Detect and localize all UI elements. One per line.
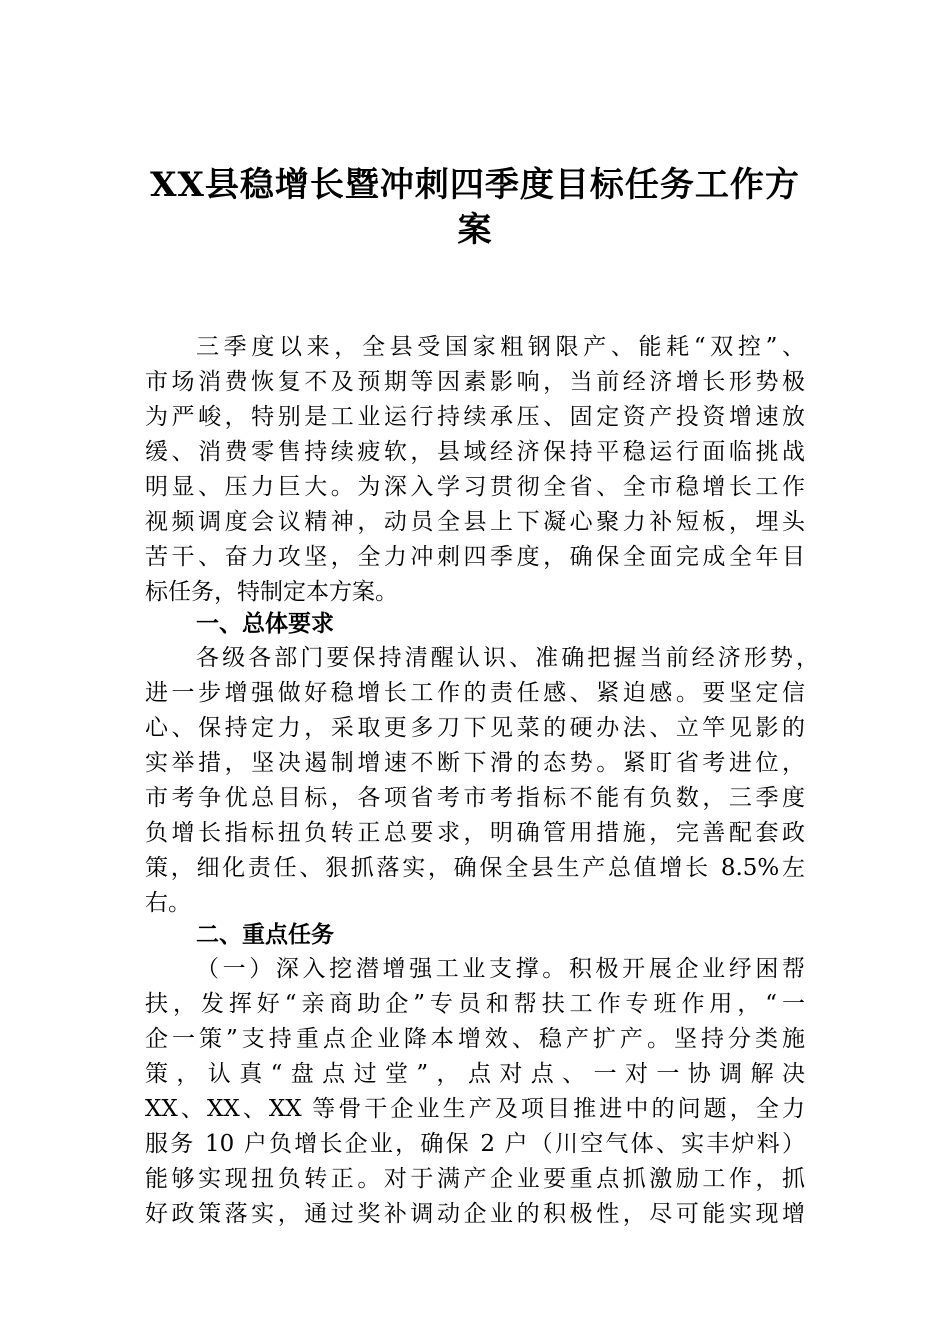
intro-line: 缓、消费零售持续疲软，县域经济保持平稳运行面临挑战: [145, 439, 805, 465]
intro-line: 标任务，特制定本方案。: [145, 579, 398, 605]
section2-line: 扶，发挥好“亲商助企”专员和帮扶工作专班作用，“一: [145, 991, 805, 1017]
intro-line: 苦干、奋力攻坚，全力冲刺四季度，确保全面完成全年目: [145, 544, 805, 570]
section2-line: 服务 10 户负增长企业，确保 2 户（川空气体、实丰炉料）: [145, 1131, 805, 1157]
intro-line: 市场消费恢复不及预期等因素影响，当前经济增长形势极: [145, 369, 805, 395]
section1-line: 市考争优总目标，各项省考市考指标不能有负数，三季度: [145, 785, 805, 811]
intro-line: 明显、压力巨大。为深入学习贯彻全省、全市稳增长工作: [145, 474, 805, 500]
intro-line: 为严峻，特别是工业运行持续承压、固定资产投资增速放: [145, 404, 805, 430]
intro-line: 视频调度会议精神，动员全县上下凝心聚力补短板，埋头: [145, 509, 805, 535]
section2-line: （一）深入挖潜增强工业支撑。积极开展企业纾困帮: [196, 956, 805, 982]
section1-line: 各级各部门要保持清醒认识、准确把握当前经济形势，: [196, 645, 819, 671]
section1-line: 右。: [145, 890, 191, 916]
section2-line: 能够实现扭负转正。对于满产企业要重点抓激励工作，抓: [145, 1166, 805, 1192]
section1-line: 策，细化责任、狠抓落实，确保全县生产总值增长 8.5%左: [145, 855, 805, 881]
section2-line: 企一策”支持重点企业降本增效、稳产扩产。坚持分类施: [145, 1026, 805, 1052]
section2-line: 策，认真“盘点过堂”，点对点、一对一协调解决: [145, 1061, 805, 1087]
section1-line: 心、保持定力，采取更多刀下见菜的硬办法、立竿见影的: [145, 715, 805, 741]
intro-line: 三季度以来，全县受国家粗钢限产、能耗“双控”、: [196, 334, 805, 360]
document-title-line-1: XX县稳增长暨冲刺四季度目标任务工作方: [150, 165, 800, 205]
section2-line: 好政策落实，通过奖补调动企业的积极性，尽可能实现增: [145, 1201, 805, 1227]
section1-line: 实举措，坚决遏制增速不断下滑的态势。紧盯省考进位，: [145, 750, 805, 776]
section-heading-overall-requirements: 一、总体要求: [196, 611, 334, 637]
section-heading-key-tasks: 二、重点任务: [196, 922, 334, 948]
document-title-line-2: 案: [457, 210, 493, 250]
section1-line: 负增长指标扭负转正总要求，明确管用措施，完善配套政: [145, 820, 805, 846]
section1-line: 进一步增强做好稳增长工作的责任感、紧迫感。要坚定信: [145, 680, 805, 706]
section2-line: XX、XX、XX 等骨干企业生产及项目推进中的问题，全力: [145, 1096, 805, 1122]
